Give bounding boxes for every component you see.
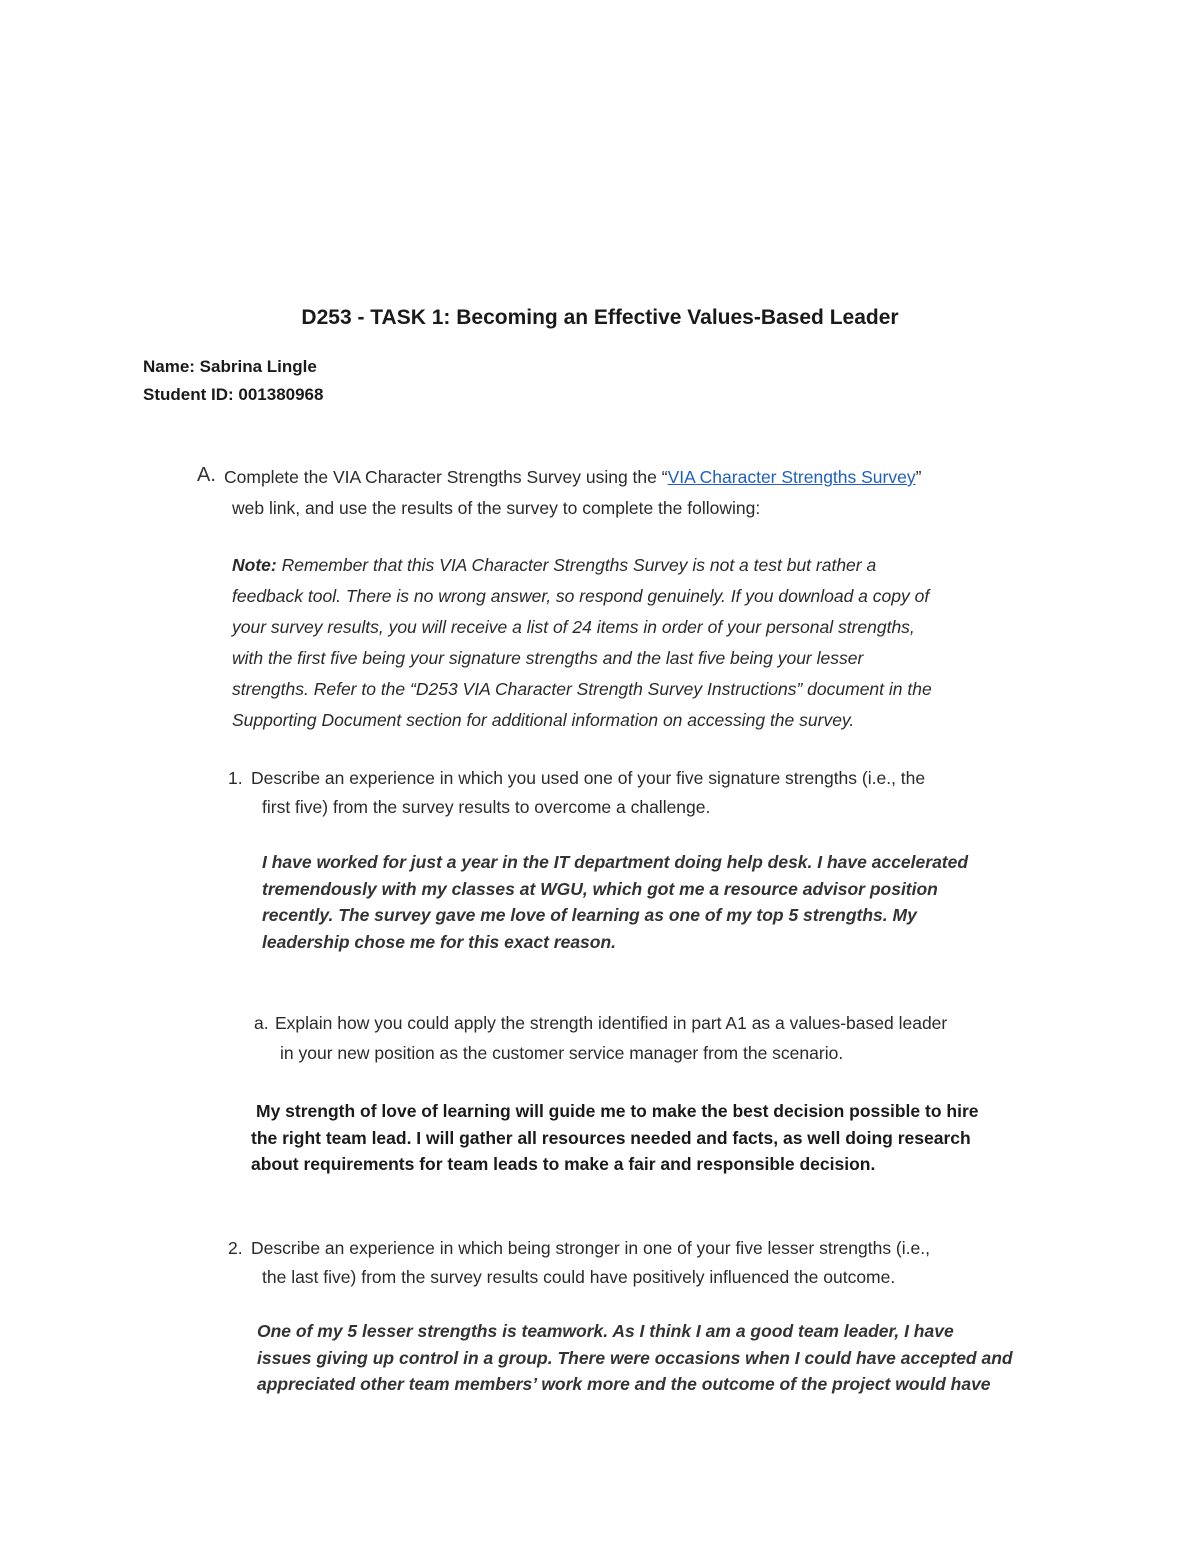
via-survey-link[interactable]: VIA Character Strengths Survey	[667, 467, 916, 487]
item-1a-line-1: Explain how you could apply the strength identified in part A1 as a values-based leader	[275, 1013, 948, 1033]
note-line-3: your survey results, you will receive a list of 24 items in order of your personal strengths,	[232, 617, 915, 637]
student-name: Name: Sabrina Lingle	[143, 357, 317, 376]
note-line-4: with the first five being your signature strengths and the last five being your lesser	[232, 648, 864, 668]
item-2-line-1: Describe an experience in which being stronger in one of your five lesser strengths (i.e.,	[251, 1238, 930, 1258]
item-1-answer-line-3: recently. The survey gave me love of learning as one of my top 5 strengths. My	[262, 905, 917, 925]
section-a-marker: A.	[197, 464, 216, 486]
item-1-answer-line-2: tremendously with my classes at WGU, which got me a resource advisor position	[262, 878, 938, 899]
item-1a-line-2: in your new position as the customer service manager from the scenario.	[280, 1043, 844, 1063]
item-1-marker: 1.	[228, 768, 243, 788]
document-title: D253 - TASK 1: Becoming an Effective Values-Based Leader	[301, 306, 899, 329]
note-line-1-text: Remember that this VIA Character Strengths Survey is not a test but rather a	[276, 555, 877, 575]
item-1-line-2: first five) from the survey results to overcome a challenge.	[262, 797, 711, 817]
note-label: Note:	[232, 555, 277, 575]
note-line-5: strengths. Refer to the “D253 VIA Character Strength Survey Instructions” document in the	[232, 679, 932, 699]
note-line-2: feedback tool. There is no wrong answer, so respond genuinely. If you download a copy of	[232, 586, 930, 606]
note-line-1	[232, 550, 876, 581]
section-a-line-1	[224, 462, 921, 492]
section-a-line-2: web link, and use the results of the survey to complete the following:	[232, 498, 761, 518]
item-2-marker: 2.	[228, 1238, 243, 1258]
item-2-answer-line-3: appreciated other team members’ work more and the outcome of the project would have	[257, 1374, 991, 1394]
item-1a-marker: a.	[254, 1013, 269, 1033]
item-1a-answer-line-2: the right team lead. I will gather all resources needed and facts, as well doing research	[251, 1127, 971, 1148]
student-id: Student ID: 001380968	[143, 385, 324, 404]
item-2-answer-line-2: issues giving up control in a group. There were occasions when I could have accepted and	[257, 1347, 1013, 1368]
item-1-answer-line-1: I have worked for just a year in the IT department doing help desk. I have accelerated	[262, 852, 969, 872]
note-line-6: Supporting Document section for additional information on accessing the survey.	[232, 710, 855, 730]
item-1a-answer-line-1: My strength of love of learning will guide me to make the best decision possible to hire	[256, 1101, 979, 1121]
section-a-text: Complete the VIA Character Strengths Survey using the “	[224, 467, 668, 487]
item-1-answer-line-4: leadership chose me for this exact reason.	[262, 931, 617, 952]
item-1-line-1: Describe an experience in which you used one of your five signature strengths (i.e., the	[251, 768, 926, 788]
item-1a-answer-line-3: about requirements for team leads to make a fair and responsible decision.	[251, 1154, 876, 1174]
section-a-quote-close: ”	[915, 467, 922, 487]
item-2-answer-line-1: One of my 5 lesser strengths is teamwork. As I think I am a good team leader, I have	[257, 1321, 954, 1341]
item-2-line-2: the last five) from the survey results could have positively influenced the outcome.	[262, 1267, 896, 1287]
